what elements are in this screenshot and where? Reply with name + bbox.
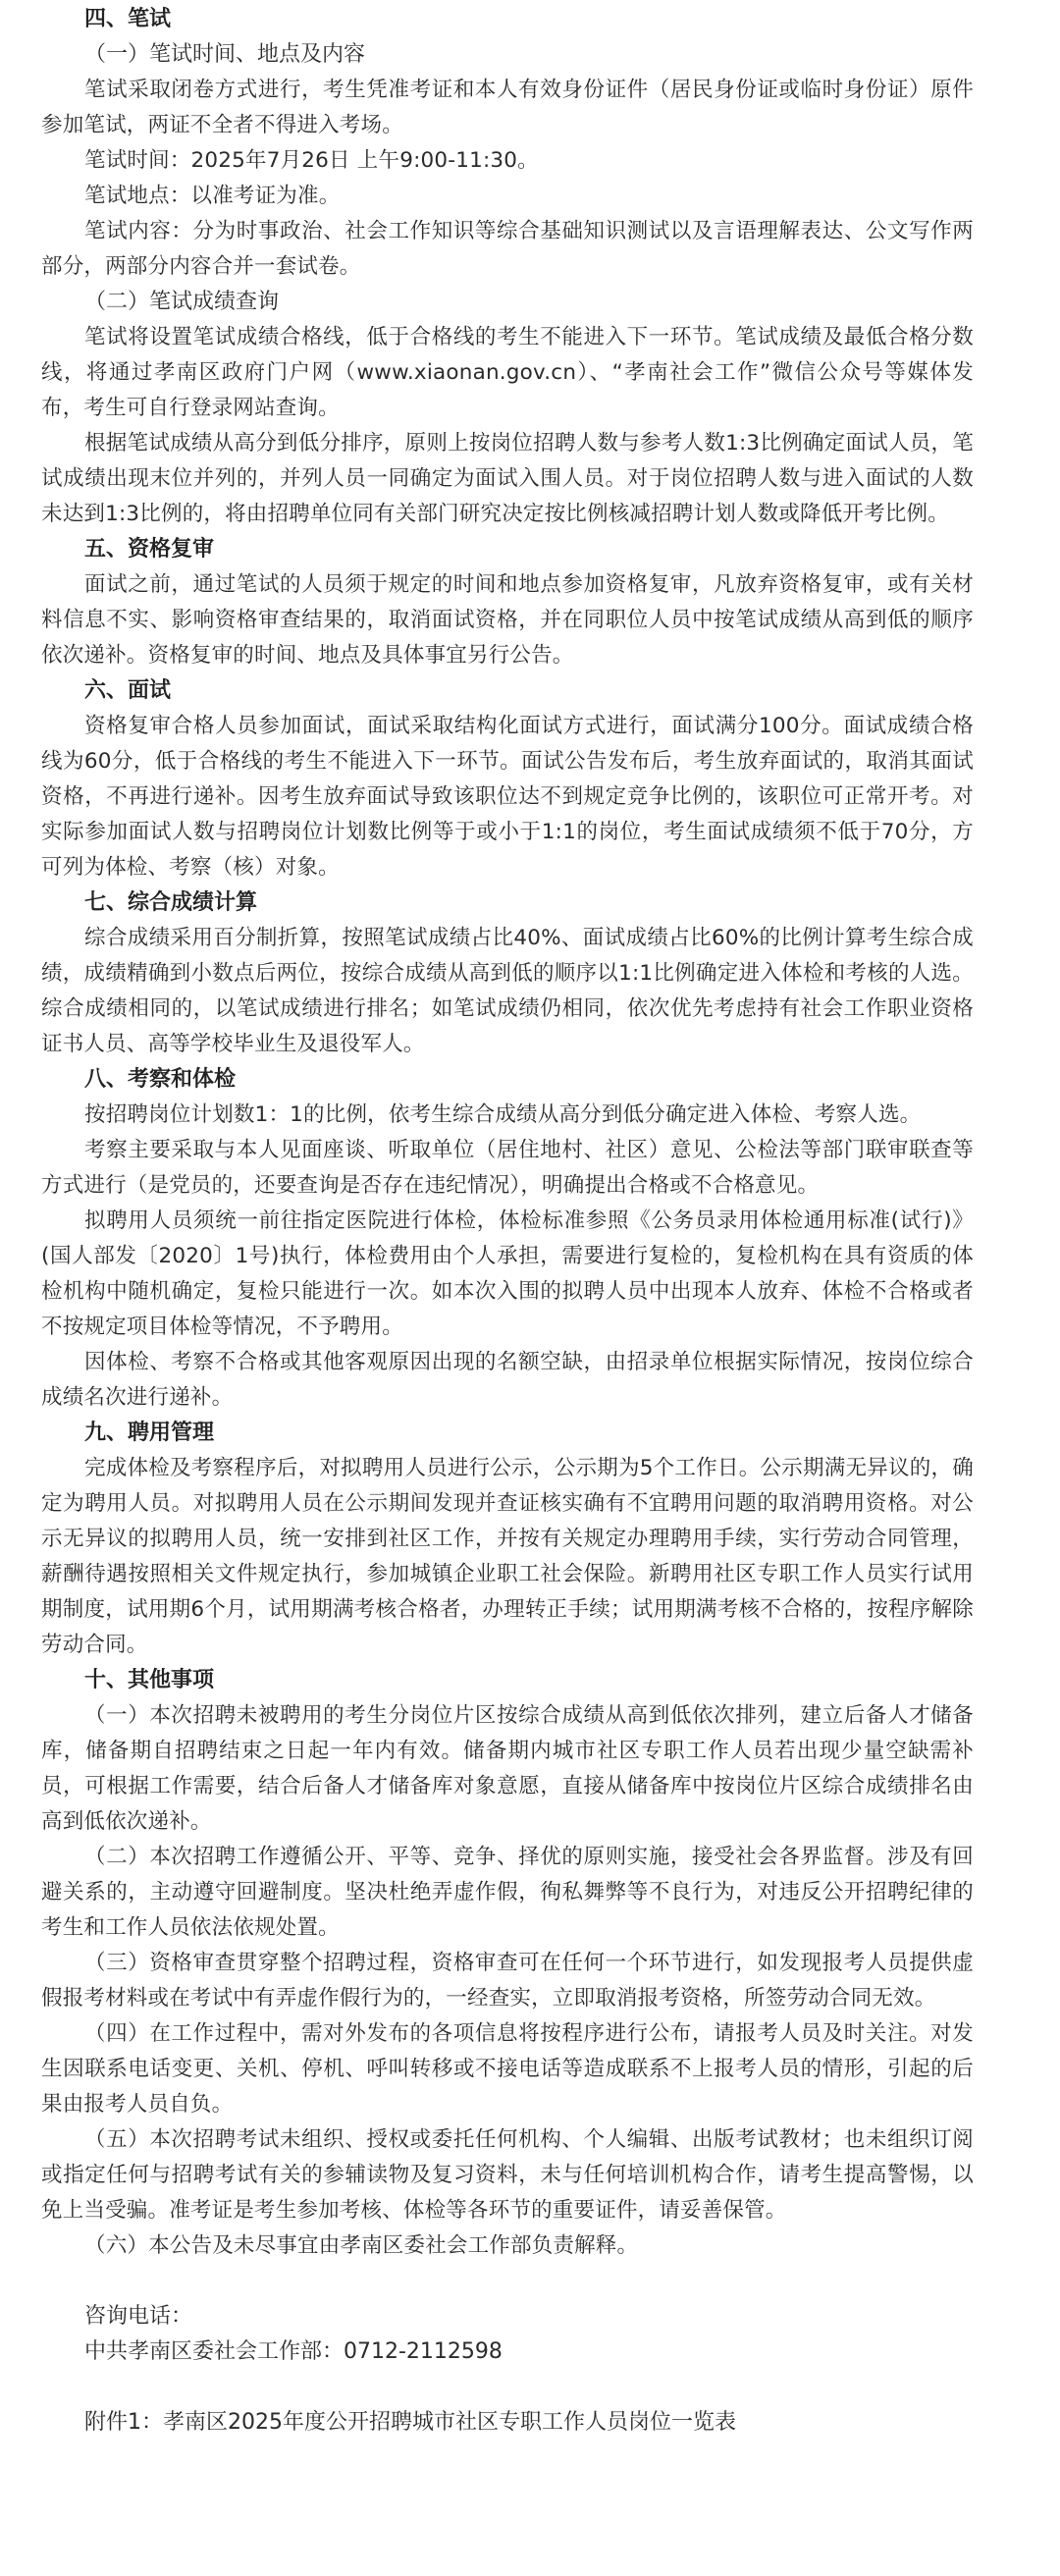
section-heading-written-exam: 四、笔试 (84, 7, 172, 31)
document-body (41, 0, 974, 2441)
paragraph: （五）本次招聘考试未组织、授权或委托任何机构、个人编辑、出版考试教材；也未组织订阅或指定任何与招聘考试有关的参辅读物及复习资料，未与任何培训机构合作，请考生提高警惕，以免上当受骗。准考证是考生参加考核、体检等各环节的重要证件，请妥善保管。 (41, 2127, 974, 2223)
paragraph: （二）本次招聘工作遵循公开、平等、竞争、择优的原则实施，接受社会各界监督。涉及有回避关系的，主动遵守回避制度。坚决杜绝弄虚作假，徇私舞弊等不良行为，对违反公开招聘纪律的考生和工作人员依法依规处置。 (41, 1845, 974, 1940)
paragraph-exam-content: 笔试内容：分为时事政治、社会工作知识等综合基础知识测试以及言语理解表达、公文写作两部分，两部分内容合并一套试卷。 (41, 219, 974, 279)
section-heading-qualification-review: 五、资格复审 (84, 537, 215, 562)
paragraph-exam-time: 笔试时间：2025年7月26日 上午9:00-11:30。 (84, 148, 539, 173)
paragraph: 考察主要采取与本人见面座谈、听取单位（居住地村、社区）意见、公检法等部门联审联查等方式进行（是党员的，还要查询是否存在违纪情况），明确提出合格或不合格意见。 (41, 1138, 974, 1198)
contact-label: 咨询电话： (84, 2304, 193, 2329)
paragraph-exam-place: 笔试地点：以准考证为准。 (84, 184, 341, 208)
paragraph: 综合成绩采用百分制折算，按照笔试成绩占比40%、面试成绩占比60%的比例计算考生综合成绩，成绩精确到小数点后两位，按综合成绩从高到低的顺序以1:1比例确定进入体检和考核的人选。综合成绩相同的，以笔试成绩进行排名；如笔试成绩仍相同，依次优先考虑持有社会工作职业资格证书人员、高等学校毕业生及退役军人。 (41, 926, 974, 1056)
section-heading-other-matters: 十、其他事项 (84, 1668, 215, 1692)
paragraph: 笔试将设置笔试成绩合格线，低于合格线的考生不能进入下一环节。笔试成绩及最低合格分数线，将通过孝南区政府门户网（www.xiaonan.gov.cn）、“孝南社会工作”微信公众号等媒体发布，考生可自行登录网站查询。 (41, 325, 974, 420)
paragraph: （三）资格审查贯穿整个招聘过程，资格审查可在任何一个环节进行，如发现报考人员提供虚假报考材料或在考试中有弄虚作假行为的，一经查实，立即取消报考资格，所签劳动合同无效。 (41, 1951, 974, 2011)
spacer (41, 2264, 974, 2299)
section-heading-inspection-medical: 八、考察和体检 (84, 1067, 237, 1092)
section-heading-score-calculation: 七、综合成绩计算 (84, 890, 258, 915)
paragraph: 笔试采取闭卷方式进行，考生凭准考证和本人有效身份证件（居民身份证或临时身份证）原件参加笔试，两证不全者不得进入考场。 (41, 78, 974, 137)
subheading-score-query: （二）笔试成绩查询 (84, 290, 280, 314)
paragraph: 面试之前，通过笔试的人员须于规定的时间和地点参加资格复审，凡放弃资格复审，或有关材料信息不实、影响资格审查结果的，取消面试资格，并在同职位人员中按笔试成绩从高到低的顺序依次递补。资格复审的时间、地点及具体事宜另行公告。 (41, 572, 974, 668)
paragraph: （一）本次招聘未被聘用的考生分岗位片区按综合成绩从高到低依次排列，建立后备人才储备库，储备期自招聘结束之日起一年内有效。储备期内城市社区专职工作人员若出现少量空缺需补员，可根据工作需要，结合后备人才储备库对象意愿，直接从储备库中按岗位片区综合成绩排名由高到低依次递补。 (41, 1703, 974, 1834)
spacer (41, 2370, 974, 2405)
contact-phone-line: 中共孝南区委社会工作部：0712-2112598 (84, 2339, 503, 2364)
section-heading-interview: 六、面试 (84, 678, 172, 703)
section-heading-employment-management: 九、聘用管理 (84, 1421, 215, 1445)
paragraph: （六）本公告及未尽事宜由孝南区委社会工作部负责解释。 (84, 2233, 639, 2258)
paragraph: 资格复审合格人员参加面试，面试采取结构化面试方式进行，面试满分100分。面试成绩合格线为60分，低于合格线的考生不能进入下一环节。面试公告发布后，考生放弃面试的，取消其面试资格，不再进行递补。因考生放弃面试导致该职位达不到规定竞争比例的，该职位可正常开考。对实际参加面试人数与招聘岗位计划数比例等于或小于1:1的岗位，考生面试成绩须不低于70分，方可列为体检、考察（核）对象。 (41, 714, 974, 880)
paragraph: 完成体检及考察程序后，对拟聘用人员进行公示，公示期为5个工作日。公示期满无异议的，确定为聘用人员。对拟聘用人员在公示期间发现并查证核实确有不宜聘用问题的取消聘用资格。对公示无异议的拟聘用人员，统一安排到社区工作，并按有关规定办理聘用手续，实行劳动合同管理，薪酬待遇按照相关文件规定执行，参加城镇企业职工社会保险。新聘用社区专职工作人员实行试用期制度，试用期6个月，试用期满考核合格者，办理转正手续；试用期满考核不合格的，按程序解除劳动合同。 (41, 1456, 974, 1657)
paragraph: 因体检、考察不合格或其他客观原因出现的名额空缺，由招录单位根据实际情况，按岗位综合成绩名次进行递补。 (41, 1350, 974, 1410)
subheading-exam-time-place: （一）笔试时间、地点及内容 (84, 42, 366, 67)
paragraph: 拟聘用人员须统一前往指定医院进行体检，体检标准参照《公务员录用体检通用标准(试行)》(国人部发〔2020〕1号)执行，体检费用由个人承担，需要进行复检的，复检机构在具有资质的体检机构中随机确定，复检只能进行一次。如本次入围的拟聘人员中出现本人放弃、体检不合格或者不按规定项目体检等情况，不予聘用。 (41, 1208, 974, 1339)
paragraph: （四）在工作过程中，需对外发布的各项信息将按程序进行公布，请报考人员及时关注。对发生因联系电话变更、关机、停机、呼叫转移或不接电话等造成联系不上报考人员的情形，引起的后果由报考人员自负。 (41, 2021, 974, 2117)
paragraph: 根据笔试成绩从高分到低分排序，原则上按岗位招聘人数与参考人数1:3比例确定面试人员，笔试成绩出现末位并列的，并列人员一同确定为面试入围人员。对于岗位招聘人数与进入面试的人数未达到1:3比例的，将由招聘单位同有关部门研究决定按比例核减招聘计划人数或降低开考比例。 (41, 431, 974, 526)
paragraph: 按招聘岗位计划数1：1的比例，依考生综合成绩从高分到低分确定进入体检、考察人选。 (84, 1102, 922, 1127)
attachment-line[interactable]: 附件1：孝南区2025年度公开招聘城市社区专职工作人员岗位一览表 (84, 2410, 736, 2435)
